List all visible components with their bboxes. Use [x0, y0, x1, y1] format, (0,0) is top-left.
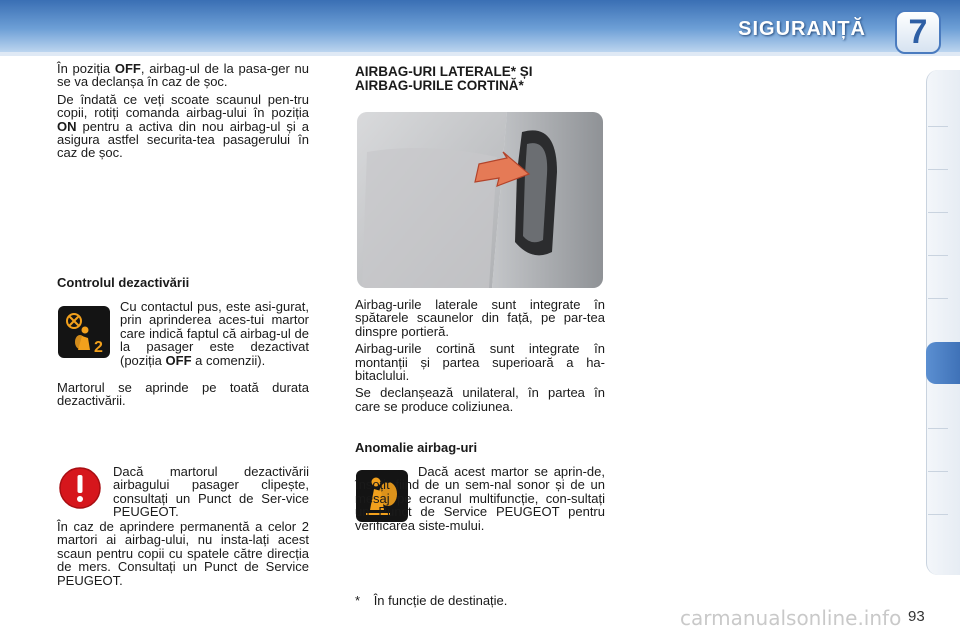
text: Airbag-urile cortină sunt integrate în montanții și partea superioară a ha-bitaclului.	[355, 341, 605, 384]
control-note	[57, 381, 309, 412]
control-desc	[120, 300, 309, 371]
tab-separator	[928, 255, 948, 256]
tab-separator	[928, 169, 948, 170]
text: Dacă martorul dezactivării airbagului pasager clipește, consultați un Punct de Ser-vice PEUGEOT.	[113, 464, 309, 520]
text: , airbag-ul de la pasa-ger nu se va declanșa în caz de șoc.	[57, 61, 309, 90]
tab-separator	[928, 471, 948, 472]
section-heading	[355, 65, 615, 93]
side-airbag-photo	[357, 112, 603, 288]
tab-separator	[928, 428, 948, 429]
footnote-text: În funcție de destinație.	[373, 593, 508, 608]
text: Se declanșează unilateral, în partea în care se produce coliziunea.	[355, 385, 605, 414]
text: De îndată ce veți scoate scaunul pen-tru copii, rotiți comanda airbag-ului în poziția	[57, 91, 309, 121]
header-stripe	[0, 52, 960, 56]
watermark: carmanualsonline.info	[680, 606, 902, 630]
tab-separator	[928, 514, 948, 515]
on-label: ON	[57, 118, 77, 134]
tab-separator	[928, 298, 948, 299]
airbag-deactivated-icon	[58, 306, 110, 358]
chapter-badge[interactable]: 7	[895, 10, 941, 54]
warning-note	[57, 520, 309, 591]
text: În caz de aprindere permanentă a celor 2 martori ai airbag-ului, nu insta-lați acest scaun pentru copii cu spatele către direcția de mers. Consultați un Punct de Service PEUGEOT.	[57, 519, 309, 588]
footnote-mark: *	[355, 593, 361, 608]
anomaly-heading: Anomalie airbag-uri	[355, 440, 478, 455]
text: Cu contactul pus, este asi-gurat, prin aprinderea aces-tui martor care indică faptul că airbag-ul de la pasager este dezactivat (poziția	[120, 299, 309, 368]
page-number: 93	[908, 608, 925, 625]
off-label: OFF	[114, 61, 141, 76]
page-title: SIGURANȚĂ	[738, 18, 866, 40]
text: Martorul se aprinde pe toată durata dezactivării.	[57, 380, 309, 409]
right-desc	[355, 298, 605, 417]
text: pentru a activa din nou airbag-ul și a asigura astfel securita-tea pasagerului în caz de șoc.	[57, 118, 309, 161]
off-label: OFF	[165, 352, 192, 368]
anomaly-desc	[355, 465, 605, 536]
text: În poziția	[57, 61, 115, 76]
text: Dacă acest martor se aprin-de, însoțit fiind de un sem-nal sonor și de un mesaj pe ecranul multifuncție, con-sultați un Punct de Service PEUGEOT pentru verificarea siste-mului.	[355, 464, 605, 533]
tab-separator	[928, 212, 948, 213]
heading-line: AIRBAG-URILE CORTINĂ*	[355, 78, 524, 93]
svg-text:2: 2	[94, 339, 103, 356]
chapter-tabs	[926, 70, 960, 575]
text: a comenzii).	[191, 352, 266, 368]
control-heading: Controlul dezactivării	[57, 275, 190, 290]
heading-line: AIRBAG-URI LATERALE* ȘI	[355, 64, 533, 79]
tab-chapter-7[interactable]	[926, 342, 960, 384]
warning-desc	[113, 465, 309, 523]
tab-separator	[928, 126, 948, 127]
left-intro	[57, 62, 309, 164]
warning-icon	[58, 466, 102, 510]
text: Airbag-urile laterale sunt integrate în spătarele scaunelor din față, pe par-tea dinspre portieră.	[355, 297, 605, 339]
footnote	[355, 593, 507, 608]
